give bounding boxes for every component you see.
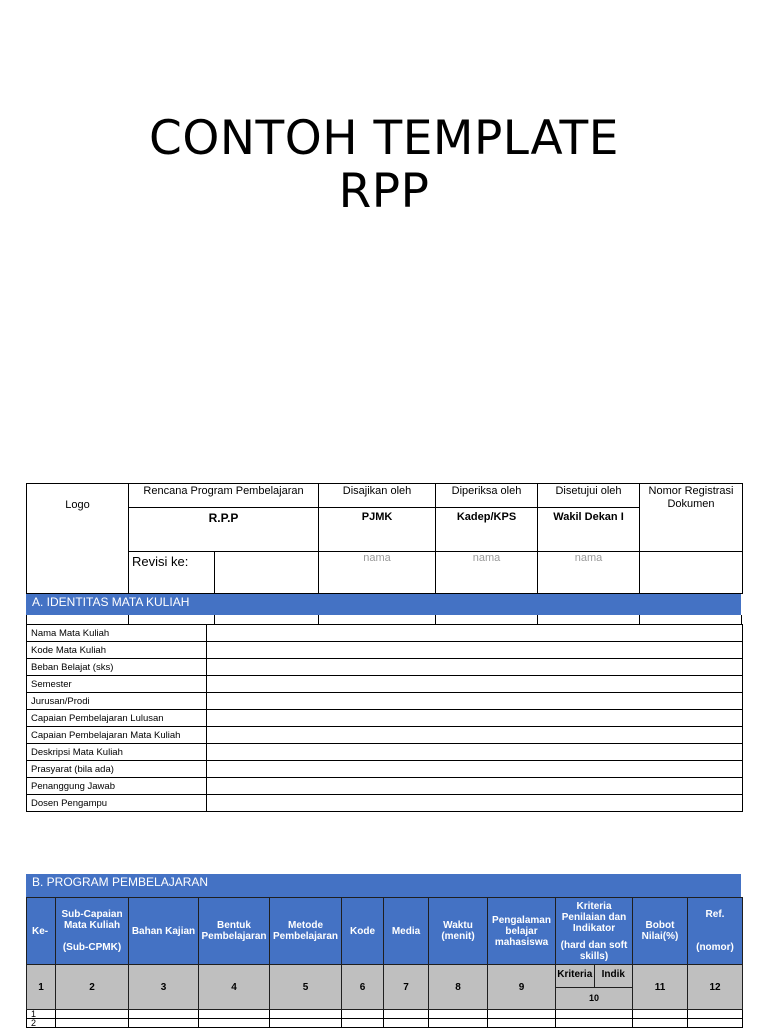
table-row (27, 676, 743, 693)
col-number: 3 (129, 965, 199, 1010)
identitas-value (207, 727, 743, 744)
identitas-label: Capaian Pembelajaran Mata Kuliah (27, 727, 207, 744)
table-row (27, 1010, 743, 1019)
kriteria-split-cell (556, 965, 633, 1010)
section-b-title: B. PROGRAM PEMBELAJARAN (26, 874, 741, 897)
row-number: 2 (27, 1019, 56, 1028)
table-row (27, 625, 743, 642)
col-number: 6 (342, 965, 384, 1010)
table-row (27, 727, 743, 744)
table-row (27, 693, 743, 710)
table-row (27, 1019, 743, 1028)
kriteria-sub-label: Kriteria (557, 969, 593, 980)
col-bahan-kajian: Bahan Kajian (129, 898, 199, 965)
identitas-value (207, 710, 743, 727)
col-number: 12 (688, 965, 743, 1010)
identitas-label: Nama Mata Kuliah (27, 625, 207, 642)
identitas-value (207, 676, 743, 693)
col-sub-cpmk-line2: (Sub-CPMK) (62, 942, 122, 953)
col-number: 1 (27, 965, 56, 1010)
col-number: 10 (588, 993, 599, 1003)
column-number-row (27, 965, 743, 1010)
identitas-value (207, 693, 743, 710)
identitas-value (207, 795, 743, 812)
section-a-title: A. IDENTITAS MATA KULIAH (26, 594, 741, 615)
col-ref-line1: Ref. (705, 909, 725, 920)
title-line-2: RPP (338, 164, 430, 219)
rencana-label: Rencana Program Pembelajaran (129, 484, 319, 508)
table-row (27, 778, 743, 795)
identitas-label: Semester (27, 676, 207, 693)
col-number: 8 (429, 965, 488, 1010)
table-row (27, 795, 743, 812)
logo-cell: Logo (27, 484, 129, 594)
identitas-label: Capaian Pembelajaran Lulusan (27, 710, 207, 727)
disajikan-label: Disajikan oleh (319, 484, 436, 508)
pjmk-label: PJMK (319, 508, 436, 552)
col-kriteria-line2: (hard dan soft skills) (560, 939, 628, 962)
identitas-value (207, 659, 743, 676)
col-number: 11 (633, 965, 688, 1010)
col-ref-line2: (nomor) (696, 942, 734, 953)
nomor-registrasi-label: Nomor Registrasi Dokumen (640, 484, 743, 552)
identitas-label: Penanggung Jawab (27, 778, 207, 795)
row-number: 1 (27, 1010, 56, 1019)
indik-sub-label: Indik (594, 965, 633, 987)
col-bentuk: Bentuk Pembelajaran (199, 898, 270, 965)
wakil-dekan-label: Wakil Dekan I (538, 508, 640, 552)
table-row (27, 744, 743, 761)
identitas-value (207, 625, 743, 642)
program-table (26, 897, 743, 1028)
table-row (27, 659, 743, 676)
nama-disetujui: nama (538, 552, 640, 594)
identitas-label: Dosen Pengampu (27, 795, 207, 812)
page-title (0, 112, 768, 218)
identitas-label: Beban Belajat (sks) (27, 659, 207, 676)
table-row (27, 710, 743, 727)
rpp-label: R.P.P (129, 508, 319, 552)
col-bobot: Bobot Nilai(%) (633, 898, 688, 965)
col-sub-cpmk (56, 898, 129, 965)
identitas-label: Jurusan/Prodi (27, 693, 207, 710)
col-kriteria-line1: Kriteria Penilaian dan Indikator (561, 900, 627, 934)
col-number: 5 (270, 965, 342, 1010)
col-metode: Metode Pembelajaran (270, 898, 342, 965)
col-number: 4 (199, 965, 270, 1010)
col-ke: Ke- (27, 898, 56, 965)
nama-diperiksa: nama (436, 552, 538, 594)
identitas-value (207, 761, 743, 778)
kadep-label: Kadep/KPS (436, 508, 538, 552)
table-row (27, 642, 743, 659)
col-number: 9 (488, 965, 556, 1010)
table-row (27, 761, 743, 778)
diperiksa-label: Diperiksa oleh (436, 484, 538, 508)
col-kode: Kode (342, 898, 384, 965)
identitas-value (207, 642, 743, 659)
col-number: 2 (56, 965, 129, 1010)
col-sub-cpmk-line1: Sub-Capaian Mata Kuliah (61, 909, 123, 931)
identitas-label: Prasyarat (bila ada) (27, 761, 207, 778)
col-media: Media (384, 898, 429, 965)
identitas-label: Kode Mata Kuliah (27, 642, 207, 659)
revisi-label: Revisi ke: (129, 552, 215, 594)
nomor-registrasi-value (640, 552, 743, 594)
identitas-value (207, 778, 743, 795)
disetujui-label: Disetujui oleh (538, 484, 640, 508)
col-pengalaman: Pengalaman belajar mahasiswa (488, 898, 556, 965)
col-number: 7 (384, 965, 429, 1010)
col-kriteria (556, 898, 633, 965)
title-line-1: CONTOH TEMPLATE (149, 111, 619, 166)
nama-disajikan: nama (319, 552, 436, 594)
rpp-header-table (26, 483, 743, 594)
identitas-value (207, 744, 743, 761)
col-waktu: Waktu (menit) (429, 898, 488, 965)
identitas-label: Deskripsi Mata Kuliah (27, 744, 207, 761)
col-ref (688, 898, 743, 965)
revisi-value (215, 552, 319, 594)
identitas-table (26, 624, 743, 812)
